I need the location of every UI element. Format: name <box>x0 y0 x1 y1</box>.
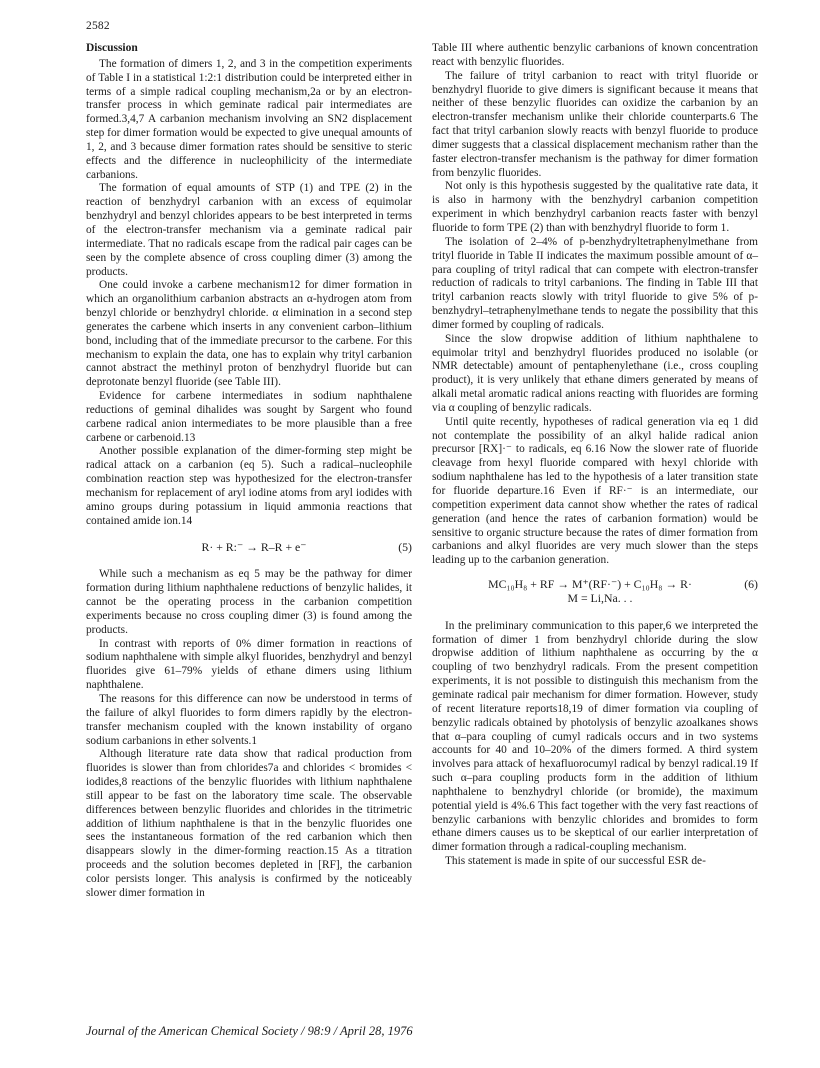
paragraph: Until quite recently, hypotheses of radical generation via eq 1 did not contemplate the possibility of an alkyl halide radical anion precursor [RX]·⁻ to radicals, eq 6.16 Now the slower rate of fluoride cleavage from hexyl fluoride compared with hexyl chloride with sodium naphthalene has led to the hypothesis of a later transition state for fluoride departure.16 Even if RF·⁻ is an intermediate, our competition experiment data cannot show whether the rates of radical generation (and hence the rates of carbanion formation) would be sensitive to organic structure because the rates of dimer formation from carbanions and alkyl fluorides are very much slower than the steps leading up to the carbanion generation. <box>432 415 758 567</box>
paragraph: Table III where authentic benzylic carbanions of known concentration react with benzylic fluorides. <box>432 42 758 68</box>
paragraph: The reasons for this difference can now be understood in terms of the failure of alkyl fluorides to form dimers rapidly by the electron-transfer mechanism coupled with the known instability of organo sodium carbanions in ether solvents.1 <box>86 692 412 747</box>
paragraph: Not only is this hypothesis suggested by the qualitative rate data, it is also in harmony with the benzhydryl carbanion competition experiment in which benzhydryl carbanion reacts faster with benzyl fluoride to form TPE (2) than with benzhydryl fluoride to form 1. <box>432 180 758 234</box>
paragraph: While such a mechanism as eq 5 may be the pathway for dimer formation during lithium naphthalene reductions of benzylic halides, it cannot be the operating process in the carbanion competition experiments because no cross coupling dimer (3) is found among the products. <box>86 568 412 636</box>
equation-number: (6) <box>744 577 758 592</box>
equation-expression: R· + R:⁻ → R–R + e⁻ <box>201 539 307 554</box>
paragraph: This statement is made in spite of our successful ESR de- <box>445 855 706 868</box>
page-number: 2582 <box>86 20 110 32</box>
paragraph: Another possible explanation of the dimer-forming step might be radical attack on a carbanion (eq 5). Such a radical–nucleophile combination reaction step was hypothesized for the electron-transfer mechanism for replacement of aryl iodine atoms from aryl iodides with amino groups during potassium in liquid ammonia reactions that contained amide ion.14 <box>86 445 412 527</box>
paragraph: The failure of trityl carbanion to react with trityl fluoride or benzhydryl fluoride to give dimers is significant because it means that neither of these benzylic fluorides can oxidize the carbanion by an electron-transfer mechanism unlike their chloride counterparts.6 The fact that trityl carbanion slowly reacts with benzyl fluoride to produce dimer suggests that a classical displacement mechanism rather than the faster electron-transfer mechanism is the pathway for dimer formation from benzylic fluorides. <box>432 69 758 179</box>
right-column <box>432 42 758 869</box>
section-heading: Discussion <box>86 42 138 54</box>
paragraph: In the preliminary communication to this paper,6 we interpreted the formation of dimer 1 from benzhydryl chloride during the slow dropwise addition of lithium naphthalene as occurring by the α coupling of two benzhydryl radicals. From the present competition experiments, it is not possible to distinguish this mechanism from the geminate radical pair mechanism for dimer formation. However, study of recent literature reports18,19 of dimer formation via coupling of benzylic radicals obtained by photolysis of benzylic azoalkanes shows that α–para coupling of cumyl radicals occurs and in two systems accounts for 40 and 10–20% of the dimers formed. A third system involves para attack of hexafluorocumyl radical by benzyl radical.19 If such α–para coupling products form in the addition of lithium naphthalene to benzhydryl chloride (or bromide), the maximum potential yield is 4%.6 This fact together with the very fast reactions of benzylic carbanions with benzylic chlorides and bromides to form ethane dimers causes us to be skeptical of our earlier interpretation of dimer formation through a radical-coupling mechanism. <box>432 619 758 854</box>
paragraph: Since the slow dropwise addition of lithium naphthalene to equimolar trityl and benzhydryl fluorides produced no isolable (or NMR detectable) amount of pentaphenylethane (i.e., cross coupling product), it is very unlikely that ethane dimers generated by means of alkali metal aromatic radical anions reacting with fluorides are forming via α coupling of benzylic radicals. <box>432 332 758 414</box>
equation-condition: M = Li,Na. . . <box>567 590 633 605</box>
paragraph: Although literature rate data show that radical production from fluorides is slower than from chlorides7a and chlorides < bromides < iodides,8 reactions of the benzylic fluorides with lithium naphthalene still appear to be fast on the laboratory time scale. The observable differences between benzylic fluorides and chlorides in the titrimetric addition of lithium naphthalene is that in the benzylic fluorides one sees the instantaneous formation of the red carbanion which then disappears slowly in the dimer-forming reaction.15 As a titration proceeds and the solution becomes depleted in [RF], the carbanion color persists longer. This analysis is confirmed by the noticeably slower dimer formation in <box>86 748 412 899</box>
equation-expression: MC₁₀H₈ + RF → M⁺(RF·⁻) + C₁₀H₈ → R· <box>488 577 692 592</box>
paragraph: One could invoke a carbene mechanism12 for dimer formation in which an organolithium carbanion abstracts an α-hydrogen atom from benzyl chloride or benzhydryl chloride. α elimination in a second step generates the carbene which inserts in any convenient carbon–lithium bond, including that of the immediate precursor to the carbene. For this mechanism to explain the data, one has to explain why trityl carbanion cannot abstract the methinyl proton of benzhydryl fluoride but can deprotonate benzyl fluoride (see Table III). <box>86 279 412 389</box>
paragraph: The formation of equal amounts of STP (1) and TPE (2) in the reaction of benzhydryl carbanion with an excess of equimolar benzhydryl and benzyl chlorides appears to be best interpreted in terms of the electron-transfer mechanism via a geminate radical pair intermediate. That no radicals escape from the radical pair cages can be seen by the complete absence of cross coupling dimer (3) among the products. <box>86 182 412 278</box>
paragraph: Evidence for carbene intermediates in sodium naphthalene reductions of geminal dihalides was sought by Sargent who found carbene radical anion intermediates to be more plausible than a free carbene or carbenoid.13 <box>86 390 412 444</box>
equation-number: (5) <box>398 539 412 554</box>
paragraph: The formation of dimers 1, 2, and 3 in the competition experiments of Table I in a statistical 1:2:1 distribution could be interpreted either in terms of a simple radical coupling mechanism,2a or by an electron-transfer process in which geminate radical pair intermediates are formed.3,4,7 A carbanion mechanism involving an SN2 displacement step for dimer formation would be expected to give unequal amounts of 1, 2, and 3 because dimer formation rates should be sensitive to steric effects and the difference in nucleophilicity of the intermediate carbanions. <box>86 57 412 181</box>
paragraph: The isolation of 2–4% of p-benzhydryltetraphenylmethane from trityl fluoride in Table II indicates the maximum possible amount of α–para coupling of trityl radical that can compete with electron-transfer reduction of radicals to trityl carbanions. The finding in Table III that trityl carbanion reacts slowly with trityl fluoride to give 5% of p-benzhydryl–tetraphenylmethane tends to negate the possibility that this dimer formed by coupling of radicals. <box>432 235 758 331</box>
equation-6 <box>432 578 758 606</box>
left-column <box>86 42 412 901</box>
equation-5 <box>86 541 412 555</box>
journal-footer: Journal of the American Chemical Society / 98:9 / April 28, 1976 <box>86 1024 413 1038</box>
paragraph: In contrast with reports of 0% dimer formation in reactions of sodium naphthalene with simple alkyl fluorides, benzhydryl and benzyl fluorides give 61–79% yields of ethane dimers using lithium naphthalene. <box>86 637 412 692</box>
